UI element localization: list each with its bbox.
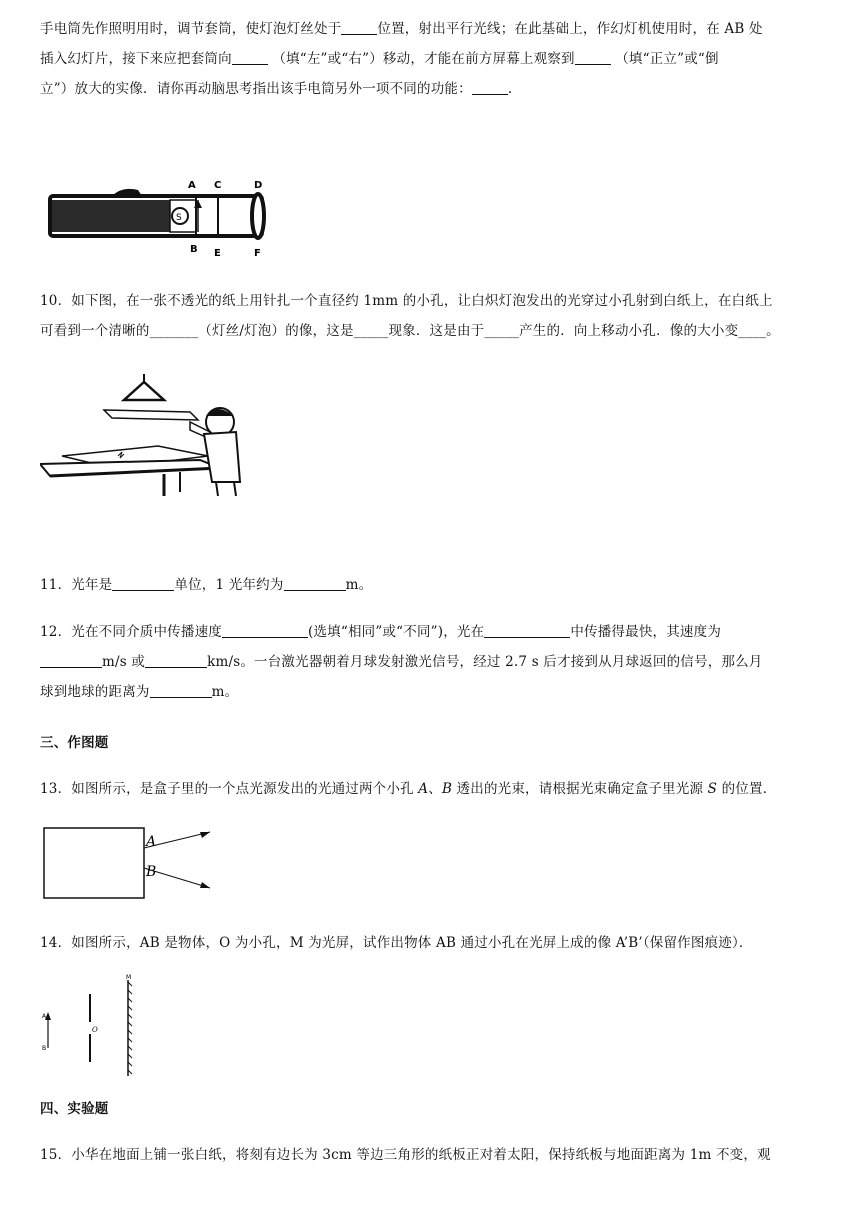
pinhole-screen-figure	[40, 972, 150, 1080]
q9-line2-a: 插入幻灯片，接下来应把套筒向	[40, 51, 232, 67]
fig-label-b: B	[42, 1045, 47, 1052]
fig-label-d: D	[254, 180, 263, 191]
q12-text	[40, 617, 830, 707]
section-heading-drawing: 三、作图题	[40, 735, 109, 751]
flashlight-figure	[46, 170, 276, 262]
section-heading-experiment: 四、实验题	[40, 1101, 109, 1117]
answer-blank[interactable]	[232, 48, 268, 65]
fig-label-e: E	[214, 248, 221, 259]
q12-part-g: m。	[211, 684, 239, 700]
answer-blank[interactable]	[484, 621, 570, 638]
svg-text:S: S	[176, 213, 182, 223]
answer-blank[interactable]	[145, 651, 207, 668]
q12-part-e: km/s。一台激光器朝着月球发射激光信号，经过 2.7 s 后才接到从月球返回的信号，那么月	[207, 654, 763, 670]
answer-blank[interactable]	[472, 78, 508, 95]
answer-blank[interactable]	[112, 574, 174, 591]
q11-part-a: 11．光年是	[40, 577, 113, 593]
answer-blank[interactable]	[284, 574, 346, 591]
fig-label-b: B	[190, 244, 198, 255]
q12-part-b: (选填“相同”或“不同”)，光在	[307, 624, 485, 640]
q13-label-s: S	[707, 781, 718, 797]
q9-line2-c: （填“正立”或“倒	[615, 51, 719, 67]
answer-blank[interactable]	[40, 651, 102, 668]
fig-label-a: A	[146, 834, 157, 850]
q13-part-a: 13．如图所示，是盒子里的一个点光源发出的光通过两个小孔	[40, 781, 419, 797]
q12-part-d: m/s 或	[102, 654, 146, 670]
fig-label-b: B	[146, 864, 157, 880]
q10-text	[40, 286, 830, 346]
q13-text	[40, 774, 830, 804]
fig-label-a: A	[42, 1013, 47, 1020]
q13-label-a: A	[418, 781, 429, 797]
q11-part-b: 单位，1 光年约为	[174, 577, 284, 593]
answer-blank[interactable]	[575, 48, 611, 65]
q12-part-c: 中传播得最快，其速度为	[570, 624, 722, 640]
q15-text: 15．小华在地面上铺一张白纸，将刻有边长为 3cm 等边三角形的纸板正对着太阳，保持纸板与地面距离为 1m 不变，观	[40, 1147, 771, 1163]
answer-blank[interactable]	[341, 18, 377, 35]
q12-part-a: 12．光在不同介质中传播速度	[40, 624, 222, 640]
q13-part-c: 的位置．	[717, 781, 777, 797]
pinhole-lamp-figure	[40, 372, 250, 496]
fig-label-f: F	[254, 248, 261, 259]
answer-blank[interactable]	[150, 681, 212, 698]
answer-blank[interactable]	[222, 621, 308, 638]
q13-part-b: 透出的光束，请根据光束确定盒子里光源	[452, 781, 708, 797]
q13-label-b: B	[441, 781, 453, 797]
q9-line3-a: 立”）放大的实像．请你再动脑思考指出该手电筒另外一项不同的功能：	[40, 81, 472, 97]
q9-line1-b: 位置，射出平行光线；在此基础上，作幻灯机使用时，在 AB 处	[377, 21, 763, 37]
q9-line2-b: （填“左”或“右”）移动，才能在前方屏幕上观察到	[272, 51, 575, 67]
q10-line2: 可看到一个清晰的_______（灯丝/灯泡）的像，这是_____现象．这是由于_____产生的．向上移动小孔．像的大小变____。	[40, 323, 780, 339]
q10-line1: 10．如下图，在一张不透光的纸上用针扎一个直径约 1mm 的小孔，让白炽灯泡发出的光穿过小孔射到白纸上，在白纸上	[40, 293, 773, 309]
fig-label-m: M	[126, 974, 132, 981]
fig-label-a: A	[188, 180, 196, 191]
q9-text	[40, 14, 830, 104]
q14-text: 14．如图所示，AB 是物体，O 为小孔，M 为光屏，试作出物体 AB 通过小孔在光屏上成的像 A’B’（保留作图痕迹）．	[40, 935, 753, 951]
q13-separator: 、	[428, 781, 442, 797]
q11-text	[40, 570, 830, 600]
q12-part-f: 球到地球的距离为	[40, 684, 150, 700]
fig-label-c: C	[214, 180, 222, 191]
fig-label-o: O	[92, 1026, 98, 1034]
box-light-beams-figure	[40, 824, 220, 904]
q9-line3-b: .	[507, 81, 513, 97]
q11-part-c: m。	[345, 577, 373, 593]
q9-line1-a: 手电筒先作照明用时，调节套筒，使灯泡灯丝处于	[40, 21, 342, 37]
